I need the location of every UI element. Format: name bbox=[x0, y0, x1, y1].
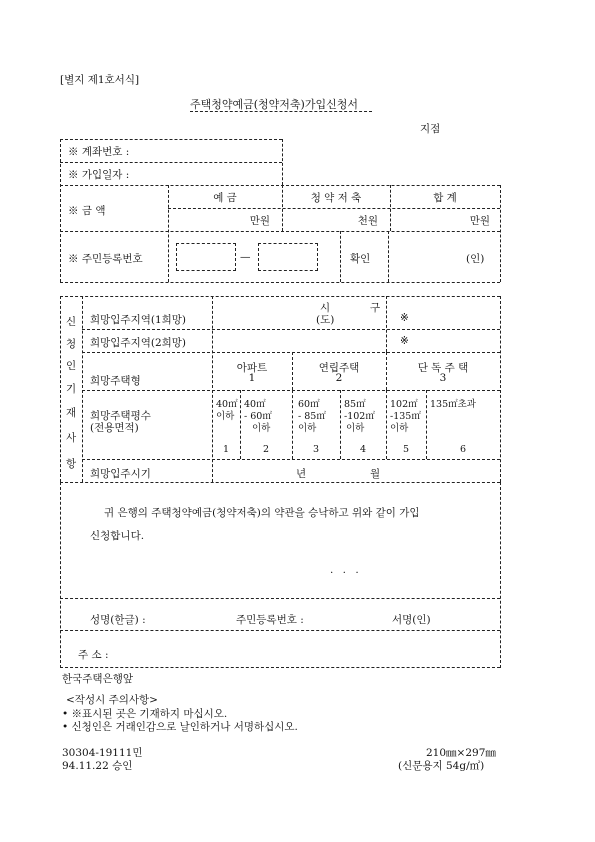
form-code: 30304-19111민 bbox=[62, 747, 143, 759]
top-left-border bbox=[60, 139, 61, 282]
area-6-num: 6 bbox=[459, 444, 467, 455]
region1-star: ※ bbox=[400, 312, 409, 324]
move-in-label: 희망입주시기 bbox=[90, 468, 151, 480]
sign-top-line bbox=[60, 598, 500, 599]
top-right-border bbox=[500, 185, 501, 282]
area-5-line1: 102㎡ bbox=[390, 399, 418, 410]
apply-line-1 bbox=[82, 329, 500, 330]
amount-mid-line bbox=[168, 208, 500, 209]
confirm-divider-2 bbox=[388, 231, 389, 282]
sign-bottom-line bbox=[60, 667, 500, 668]
apply-line-3 bbox=[82, 390, 500, 391]
bank-name: 한국주택은행앞 bbox=[62, 673, 134, 685]
total-column-header: 합 계 bbox=[433, 192, 457, 204]
paper-size: 210㎜×297㎜ bbox=[426, 747, 496, 759]
month-label: 월 bbox=[370, 468, 381, 480]
signature-label: 서명(인) bbox=[392, 614, 431, 626]
area-2-num: 2 bbox=[262, 444, 270, 455]
notes-title: <작성시 주의사항> bbox=[66, 694, 158, 706]
area-4-line3: 이하 bbox=[346, 423, 365, 434]
approval-date: 94.11.22 승인 bbox=[62, 760, 133, 772]
area-1-line2: 이하 bbox=[216, 411, 235, 422]
sign-resident-label: 주민등록번호 : bbox=[236, 614, 304, 626]
title-underline bbox=[190, 111, 372, 112]
agree-left-border bbox=[60, 482, 61, 668]
gu-label: 구 bbox=[370, 302, 381, 314]
area-2-line2: - 60㎡ bbox=[244, 411, 272, 422]
apply-bottom-line bbox=[60, 482, 500, 483]
area-6-line1: 135㎡초과 bbox=[430, 399, 476, 410]
savings-column-header: 청 약 저 축 bbox=[310, 192, 362, 204]
side-char: 재 bbox=[66, 407, 77, 419]
top-line-5 bbox=[60, 282, 500, 283]
house-type-label: 희망주택형 bbox=[90, 375, 141, 387]
area-1-num: 1 bbox=[222, 444, 230, 455]
seal-mark: (인) bbox=[466, 253, 485, 265]
area-3-line3: 이하 bbox=[298, 423, 317, 434]
type-detached: 단 독 주 택 bbox=[417, 362, 469, 374]
area-5-num: 5 bbox=[402, 444, 410, 455]
top-line-1 bbox=[60, 139, 282, 140]
side-char: 항 bbox=[66, 458, 77, 470]
resident-number-label: ※ 주민등록번호 bbox=[68, 253, 143, 265]
area-1-line1: 40㎡ bbox=[216, 399, 238, 410]
top-line-2 bbox=[60, 162, 282, 163]
area-2-line1: 40㎡ bbox=[244, 399, 266, 410]
side-char: 기 bbox=[66, 383, 77, 395]
apply-side-divider bbox=[82, 296, 83, 482]
side-char: 사 bbox=[66, 432, 77, 444]
area-4-line2: -102㎡ bbox=[344, 411, 375, 422]
join-date-label: ※ 가입일자 : bbox=[68, 169, 130, 181]
side-char: 인 bbox=[66, 360, 77, 372]
note-item-1: • ※표시된 곳은 기재하지 마십시오. bbox=[62, 708, 228, 720]
agreement-line-2: 신청합니다. bbox=[90, 530, 145, 542]
si-label: 시 bbox=[320, 302, 331, 314]
top-line-4 bbox=[60, 231, 500, 232]
top-line-3 bbox=[60, 185, 500, 186]
type-detached-num: 3 bbox=[439, 372, 447, 384]
area-2-line3: 이하 bbox=[252, 423, 271, 434]
area-5-line2: -135㎡ bbox=[390, 411, 421, 422]
apply-right-border bbox=[500, 296, 501, 482]
deposit-column-header: 예 금 bbox=[213, 192, 237, 204]
area-5-line3: 이하 bbox=[390, 423, 409, 434]
type-apartment: 아파트 bbox=[236, 362, 268, 374]
resident-number-front-field[interactable] bbox=[176, 243, 236, 271]
resident-number-back-field[interactable] bbox=[258, 243, 318, 271]
year-label: 년 bbox=[296, 468, 307, 480]
region1-label: 희망입주지역(1희망) bbox=[90, 314, 187, 326]
region2-star: ※ bbox=[400, 335, 409, 347]
region-star-divider bbox=[386, 296, 387, 352]
note-item-2: • 신청인은 거래인감으로 날인하거나 서명하십시오. bbox=[62, 721, 298, 733]
form-title: 주택청약예금(청약저축)가입신청서 bbox=[190, 98, 358, 111]
name-label: 성명(한글) : bbox=[90, 614, 146, 626]
apply-line-4 bbox=[82, 459, 500, 460]
area-label: 희망주택평수 bbox=[90, 410, 151, 422]
area-3-line1: 60㎡ bbox=[298, 399, 320, 410]
savings-unit: 천원 bbox=[357, 215, 378, 227]
apply-top-line bbox=[60, 296, 500, 297]
type-row-house-num: 2 bbox=[335, 372, 343, 384]
confirm-label: 확인 bbox=[350, 253, 371, 265]
apply-line-2 bbox=[82, 352, 500, 353]
area-4-line1: 85㎡ bbox=[344, 399, 366, 410]
confirm-divider-1 bbox=[340, 231, 341, 282]
total-unit: 만원 bbox=[469, 215, 490, 227]
area-3-line2: - 85㎡ bbox=[298, 411, 326, 422]
apply-left-border bbox=[60, 296, 61, 482]
type-apartment-num: 1 bbox=[248, 372, 256, 384]
area-3-num: 3 bbox=[312, 444, 320, 455]
resident-number-dash: — bbox=[240, 251, 251, 263]
deposit-unit: 만원 bbox=[249, 215, 270, 227]
amount-label: ※ 금 액 bbox=[68, 205, 106, 217]
side-char: 청 bbox=[66, 338, 77, 350]
form-number: [별지 제1호서식] bbox=[60, 74, 140, 86]
agreement-line-1: 귀 은행의 주택청약예금(청약저축)의 약관을 승낙하고 위와 같이 가입 bbox=[104, 507, 420, 519]
region2-label: 희망입주지역(2희망) bbox=[90, 337, 187, 349]
agree-right-border bbox=[500, 482, 501, 668]
area-sub-label: (전용면적) bbox=[90, 422, 139, 434]
address-label: 주 소 : bbox=[78, 649, 109, 661]
type-row-house: 연립주택 bbox=[318, 362, 360, 374]
sign-mid-line bbox=[60, 630, 500, 631]
do-label: (도) bbox=[316, 314, 335, 326]
account-number-label: ※ 계좌번호 : bbox=[68, 146, 130, 158]
date-dots: . . . bbox=[330, 564, 362, 576]
area-4-num: 4 bbox=[359, 444, 367, 455]
branch-label: 지점 bbox=[420, 123, 441, 135]
paper-type: (신문용지 54g/㎡) bbox=[398, 760, 485, 772]
top-upper-right-border bbox=[282, 139, 283, 185]
side-char: 신 bbox=[66, 316, 77, 328]
